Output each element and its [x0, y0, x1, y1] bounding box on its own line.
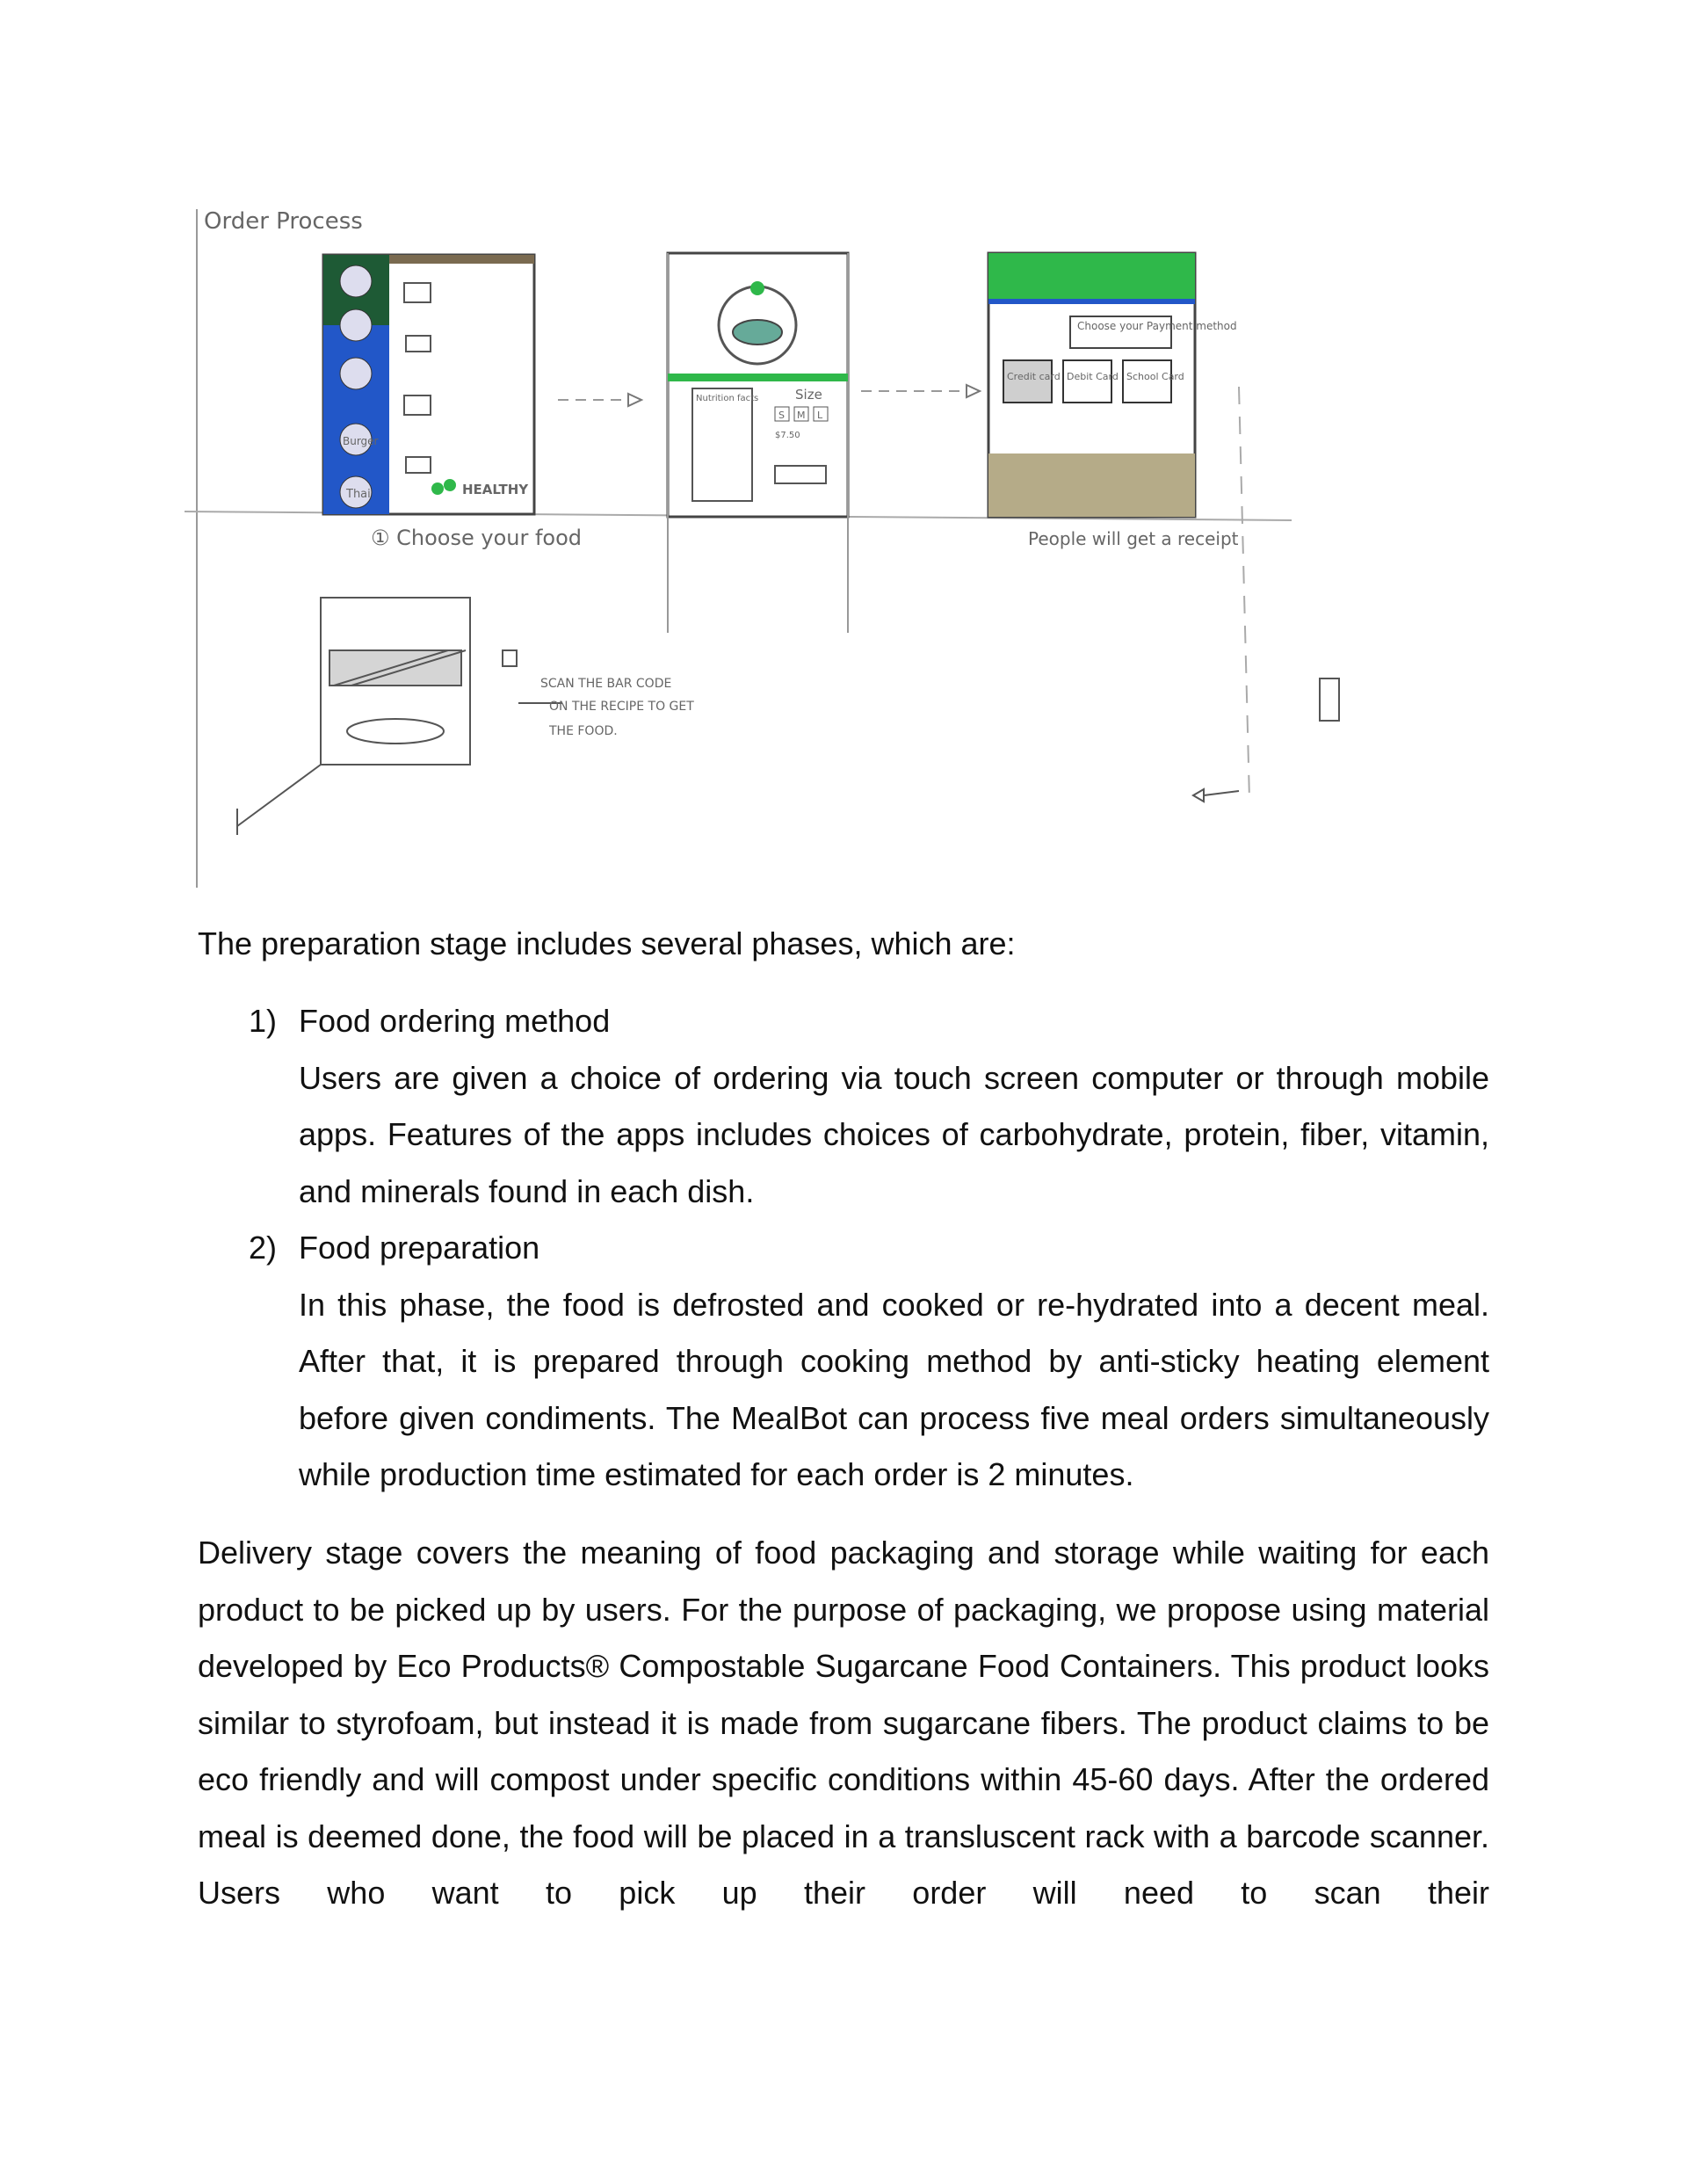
order-buttons	[775, 466, 826, 483]
list-number: 2)	[249, 1230, 278, 1266]
leaf-icon	[431, 483, 444, 495]
svg-text:Debit Card: Debit Card	[1067, 371, 1119, 382]
price-label: $7.50	[775, 431, 800, 440]
nutrition-facts-panel	[692, 388, 752, 501]
scanner-note-3: THE FOOD.	[549, 724, 618, 738]
payment-heading: Choose your Payment method	[1077, 320, 1237, 332]
step1-caption: ① Choose your food	[371, 526, 583, 550]
sketch-title: Order Process	[204, 208, 363, 235]
svg-text:L: L	[817, 410, 823, 421]
size-label: Size	[795, 387, 822, 403]
svg-text:M: M	[797, 410, 806, 421]
order-process-sketch	[185, 193, 1538, 896]
scanner-note-2: ON THE RECIPE TO GET	[549, 700, 694, 714]
pickup-rack-sketch	[237, 598, 1339, 835]
svg-text:Credit card: Credit card	[1007, 371, 1061, 382]
menu-thai: Thai	[346, 488, 371, 501]
menu-burger: Burger	[343, 435, 379, 447]
list-item-description: Users are given a choice of ordering via touch screen computer or through mobile apps. Features of the apps includes choices of carbohydrate, protein, fiber, vitamin, and minerals found in each dish.	[299, 1059, 1489, 1209]
list-item-title: Food preparation	[299, 1230, 540, 1266]
intro-paragraph: The preparation stage includes several phases, which are:	[198, 925, 1016, 961]
receipt-caption: People will get a receipt	[1028, 528, 1239, 549]
healthy-logo: HEALTHY	[462, 482, 529, 497]
delivery-paragraph: Delivery stage covers the meaning of food packaging and storage while waiting for each product to be picked up by users. For the purpose of packaging, we propose using material developed by Eco Products® Compostable Sugarcane Food Containers. This product looks similar to styrofoam, but instead it is made from sugarcane fibers. The product claims to be eco friendly and will compost under specific conditions within 45-60 days. After the ordered meal is deemed done, the food will be placed in a transluscent rack with a barcode scanner. Users who want to pick up their order will need to scan their	[198, 1535, 1489, 1911]
nutrition-label: Nutrition facts	[696, 394, 759, 403]
list-item-description: In this phase, the food is defrosted and cooked or re-hydrated into a decent meal. After that, it is prepared through cooking method by anti-sticky heating element before given condiments. The MealBot can process five meal orders simultaneously while production time estimated for each order is 2 minutes.	[299, 1286, 1489, 1492]
svg-text:S: S	[778, 410, 785, 421]
sketch-drawing	[185, 193, 1538, 896]
list-item	[198, 1220, 1489, 1504]
svg-text:School Card: School Card	[1126, 371, 1184, 382]
list-item	[198, 993, 1489, 1220]
list-item-title: Food ordering method	[299, 1003, 611, 1039]
size-options	[775, 407, 828, 421]
phase-list	[198, 993, 1489, 1504]
scanner-note-1: SCAN THE BAR CODE	[540, 677, 672, 691]
list-number: 1)	[249, 1003, 278, 1039]
